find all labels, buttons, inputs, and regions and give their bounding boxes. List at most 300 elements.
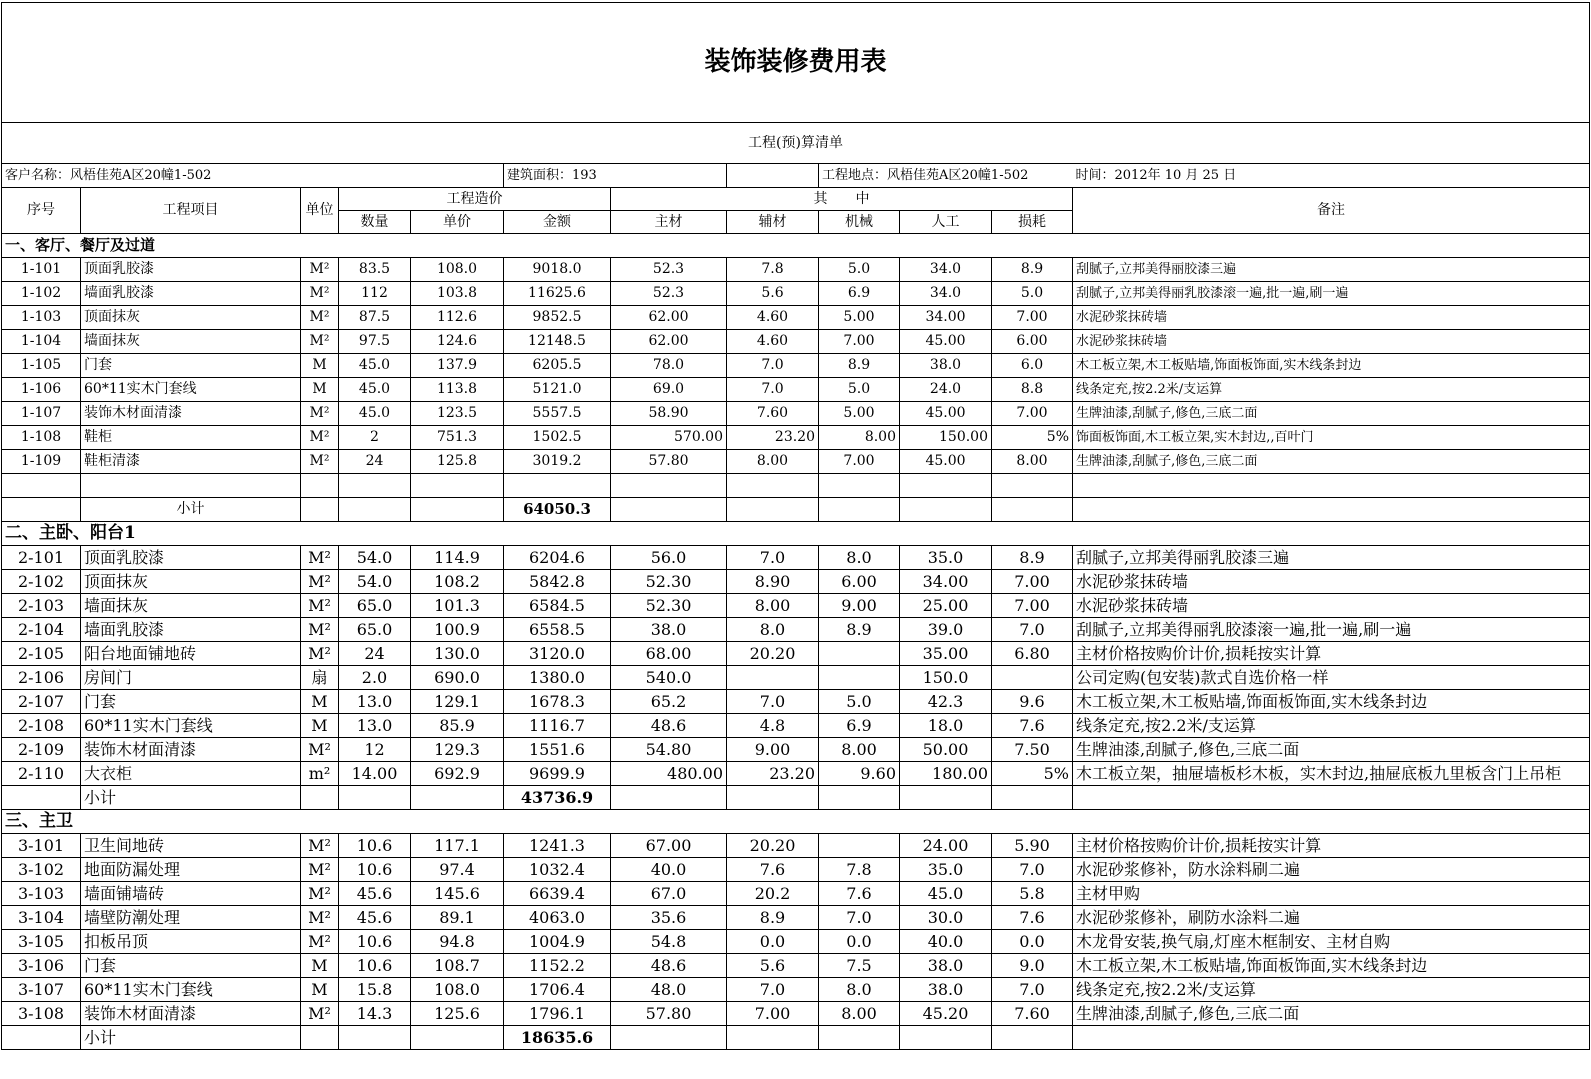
table-row	[2, 594, 1590, 618]
table-row	[2, 930, 1590, 954]
subtotal-blank	[727, 498, 819, 522]
cell-aux: 7.8	[727, 258, 819, 282]
cell-amount: 1032.4	[504, 858, 611, 882]
cell-aux: 7.0	[727, 378, 819, 402]
cell-qty: 10.6	[339, 930, 411, 954]
cell-item: 装饰木材面清漆	[81, 1002, 301, 1026]
cell-price: 97.4	[411, 858, 504, 882]
cell-loss: 5.90	[992, 834, 1073, 858]
cell-price: 123.5	[411, 402, 504, 426]
cell-seq: 2-109	[2, 738, 81, 762]
cell-price: 108.0	[411, 258, 504, 282]
cell-price: 89.1	[411, 906, 504, 930]
cell-main: 38.0	[611, 618, 727, 642]
subtotal-row	[2, 786, 1590, 810]
cell-item: 阳台地面铺地砖	[81, 642, 301, 666]
cell-item: 墙壁防潮处理	[81, 906, 301, 930]
subtotal-blank	[301, 1026, 339, 1050]
table-row	[2, 354, 1590, 378]
cell-loss: 8.8	[992, 378, 1073, 402]
cell-amount: 1796.1	[504, 1002, 611, 1026]
cell-main: 540.0	[611, 666, 727, 690]
cell-mach: 5.0	[819, 378, 900, 402]
cell-mach: 8.0	[819, 978, 900, 1002]
cell-item: 装饰木材面清漆	[81, 738, 301, 762]
cell-qty: 45.6	[339, 882, 411, 906]
cell-remark: 水泥砂浆抹砖墙	[1073, 594, 1590, 618]
header-seq: 序号	[2, 188, 81, 234]
cell-qty: 12	[339, 738, 411, 762]
table-row	[2, 690, 1590, 714]
cell-labor: 42.3	[900, 690, 992, 714]
cell-remark: 水泥砂浆修补，防水涂料刷二遍	[1073, 858, 1590, 882]
cell-item: 大衣柜	[81, 762, 301, 786]
cell-remark: 木工板立架，抽屉墙板杉木板，实木封边,抽屉底板九里板含门上吊柜	[1073, 762, 1590, 786]
header-labor: 人工	[900, 211, 992, 234]
cell-labor: 150.00	[900, 426, 992, 450]
cell-unit: 扇	[301, 666, 339, 690]
subtotal-blank	[992, 786, 1073, 810]
cell-mach: 7.5	[819, 954, 900, 978]
cell-loss: 7.00	[992, 402, 1073, 426]
cell-qty: 14.00	[339, 762, 411, 786]
cell-loss: 7.60	[992, 1002, 1073, 1026]
cell-remark: 生牌油漆,刮腻子,修色,三底二面	[1073, 1002, 1590, 1026]
cell-remark: 水泥砂浆修补，刷防水涂料二遍	[1073, 906, 1590, 930]
cell-qty: 15.8	[339, 978, 411, 1002]
table-row	[2, 1002, 1590, 1026]
cell-loss: 7.0	[992, 858, 1073, 882]
cell-aux: 7.0	[727, 354, 819, 378]
cell-mach: 8.00	[819, 426, 900, 450]
table-row	[2, 282, 1590, 306]
cell-item: 装饰木材面清漆	[81, 402, 301, 426]
cell-price: 692.9	[411, 762, 504, 786]
cell-main: 56.0	[611, 546, 727, 570]
table-row	[2, 474, 1590, 498]
cell-mach: 8.00	[819, 1002, 900, 1026]
subtotal-blank	[339, 498, 411, 522]
cell-loss: 0.0	[992, 930, 1073, 954]
cell-item: 60*11实木门套线	[81, 378, 301, 402]
cell-seq: 1-102	[2, 282, 81, 306]
cell-unit: M²	[301, 570, 339, 594]
cell-mach	[819, 834, 900, 858]
cell-remark: 木龙骨安装,换气扇,灯座木框制安、主材自购	[1073, 930, 1590, 954]
cell-item: 顶面乳胶漆	[81, 546, 301, 570]
cell-seq: 2-106	[2, 666, 81, 690]
cell-item: 墙面抹灰	[81, 594, 301, 618]
cell-seq: 2-103	[2, 594, 81, 618]
cell-amount: 1004.9	[504, 930, 611, 954]
table-row	[2, 546, 1590, 570]
cell-amount: 5557.5	[504, 402, 611, 426]
cell-item: 顶面乳胶漆	[81, 258, 301, 282]
cell-amount: 1706.4	[504, 978, 611, 1002]
subtotal-label: 小计	[81, 786, 301, 810]
cell-unit: M²	[301, 858, 339, 882]
cell-qty: 87.5	[339, 306, 411, 330]
cell-main: 48.6	[611, 954, 727, 978]
subtotal-blank	[411, 786, 504, 810]
cell-item: 鞋柜清漆	[81, 450, 301, 474]
cell-mach	[819, 666, 900, 690]
cell-qty: 10.6	[339, 834, 411, 858]
cell-item: 房间门	[81, 666, 301, 690]
cell-labor: 45.00	[900, 330, 992, 354]
section-title: 二、主卧、阳台1	[2, 522, 1590, 546]
cell-aux: 7.0	[727, 978, 819, 1002]
cell-labor: 40.0	[900, 930, 992, 954]
cell-unit: M²	[301, 546, 339, 570]
cell-main: 52.3	[611, 282, 727, 306]
cell-unit: M²	[301, 642, 339, 666]
subtotal-blank	[1073, 498, 1590, 522]
cell-price: 101.3	[411, 594, 504, 618]
info-blank	[727, 164, 819, 188]
cell-labor: 35.00	[900, 642, 992, 666]
header-unit: 单位	[301, 188, 339, 234]
cell-loss: 5%	[992, 426, 1073, 450]
cell-remark: 刮腻子,立邦美得丽乳胶漆三遍	[1073, 546, 1590, 570]
cell-aux: 8.9	[727, 906, 819, 930]
cell-mach: 0.0	[819, 930, 900, 954]
cell-unit: M²	[301, 402, 339, 426]
cell-labor: 18.0	[900, 714, 992, 738]
cell-aux: 7.00	[727, 1002, 819, 1026]
cell-labor: 38.0	[900, 978, 992, 1002]
cell-qty: 14.3	[339, 1002, 411, 1026]
cell-qty: 45.0	[339, 402, 411, 426]
cell-labor: 34.00	[900, 306, 992, 330]
cell-loss: 7.50	[992, 738, 1073, 762]
cell-seq: 2-107	[2, 690, 81, 714]
cell-loss: 7.6	[992, 714, 1073, 738]
section-header-row	[2, 810, 1590, 834]
cell-labor	[900, 474, 992, 498]
cell-seq: 3-103	[2, 882, 81, 906]
cell-amount: 6639.4	[504, 882, 611, 906]
table-row	[2, 258, 1590, 282]
cell-seq	[2, 474, 81, 498]
cell-amount: 5121.0	[504, 378, 611, 402]
subtotal-label: 小计	[81, 498, 301, 522]
cell-seq: 3-107	[2, 978, 81, 1002]
cell-item: 墙面乳胶漆	[81, 282, 301, 306]
cell-main: 35.6	[611, 906, 727, 930]
cell-item: 墙面抹灰	[81, 330, 301, 354]
subtotal-row	[2, 1026, 1590, 1050]
cell-qty: 112	[339, 282, 411, 306]
cell-unit: M²	[301, 738, 339, 762]
cell-amount: 9018.0	[504, 258, 611, 282]
cell-unit: M²	[301, 930, 339, 954]
cell-amount: 1241.3	[504, 834, 611, 858]
table-row	[2, 834, 1590, 858]
subtotal-blank	[992, 1026, 1073, 1050]
cell-price: 108.7	[411, 954, 504, 978]
cell-amount	[504, 474, 611, 498]
cell-qty: 2.0	[339, 666, 411, 690]
cell-main: 48.0	[611, 978, 727, 1002]
cell-remark: 主材甲购	[1073, 882, 1590, 906]
cell-item: 顶面抹灰	[81, 306, 301, 330]
table-row	[2, 858, 1590, 882]
cell-seq: 1-104	[2, 330, 81, 354]
cell-loss: 8.9	[992, 258, 1073, 282]
table-row	[2, 882, 1590, 906]
cell-mach: 6.9	[819, 714, 900, 738]
cell-amount: 3120.0	[504, 642, 611, 666]
cell-unit: M²	[301, 426, 339, 450]
cell-qty: 65.0	[339, 594, 411, 618]
subtotal-blank	[900, 498, 992, 522]
table-row	[2, 738, 1590, 762]
header-qty: 数量	[339, 211, 411, 234]
table-row	[2, 714, 1590, 738]
subtotal-blank	[900, 786, 992, 810]
cell-qty: 83.5	[339, 258, 411, 282]
cell-loss: 8.00	[992, 450, 1073, 474]
cell-seq: 1-107	[2, 402, 81, 426]
cell-seq: 1-109	[2, 450, 81, 474]
cell-qty: 97.5	[339, 330, 411, 354]
cell-price: 751.3	[411, 426, 504, 450]
cell-item: 60*11实木门套线	[81, 714, 301, 738]
cell-unit: M	[301, 954, 339, 978]
cell-seq: 1-103	[2, 306, 81, 330]
cell-unit: M²	[301, 834, 339, 858]
cell-aux: 4.8	[727, 714, 819, 738]
cell-remark: 刮腻子,立邦美得丽乳胶漆滚一遍,批一遍,刷一遍	[1073, 618, 1590, 642]
cell-aux: 4.60	[727, 306, 819, 330]
cell-loss: 8.9	[992, 546, 1073, 570]
cell-price: 145.6	[411, 882, 504, 906]
subtotal-blank	[611, 786, 727, 810]
cell-amount: 1502.5	[504, 426, 611, 450]
cell-labor: 45.00	[900, 450, 992, 474]
cell-unit: M²	[301, 618, 339, 642]
cell-qty: 45.6	[339, 906, 411, 930]
cell-unit: M²	[301, 594, 339, 618]
cell-mach: 5.00	[819, 402, 900, 426]
cell-mach: 8.0	[819, 546, 900, 570]
header-price: 单价	[411, 211, 504, 234]
cell-remark: 生牌油漆,刮腻子,修色,三底二面	[1073, 450, 1590, 474]
cell-unit: M²	[301, 1002, 339, 1026]
subtotal-blank	[1073, 1026, 1590, 1050]
table-row	[2, 642, 1590, 666]
cell-item: 墙面乳胶漆	[81, 618, 301, 642]
subtotal-blank	[727, 786, 819, 810]
subtotal-label: 小计	[81, 1026, 301, 1050]
cell-item: 门套	[81, 354, 301, 378]
subtotal-blank	[301, 498, 339, 522]
header-amount: 金额	[504, 211, 611, 234]
subtotal-blank	[301, 786, 339, 810]
subtotal-blank	[900, 1026, 992, 1050]
cell-aux: 23.20	[727, 426, 819, 450]
cell-seq: 1-101	[2, 258, 81, 282]
cell-amount: 6205.5	[504, 354, 611, 378]
customer-name: 客户名称：风梧佳苑A区20幢1-502	[2, 164, 504, 188]
cell-price: 108.0	[411, 978, 504, 1002]
cell-main: 62.00	[611, 330, 727, 354]
cell-mach	[819, 642, 900, 666]
cell-aux	[727, 666, 819, 690]
cell-loss: 6.80	[992, 642, 1073, 666]
cell-item: 鞋柜	[81, 426, 301, 450]
cell-main: 52.30	[611, 594, 727, 618]
cell-loss: 5.0	[992, 282, 1073, 306]
cell-item: 门套	[81, 954, 301, 978]
cell-labor: 30.0	[900, 906, 992, 930]
cell-remark: 线条定充,按2.2米/支运算	[1073, 378, 1590, 402]
cell-loss: 5.8	[992, 882, 1073, 906]
cell-remark: 主材价格按购价计价,损耗按实计算	[1073, 642, 1590, 666]
cell-remark: 水泥砂浆抹砖墙	[1073, 306, 1590, 330]
cell-qty: 2	[339, 426, 411, 450]
cell-price: 103.8	[411, 282, 504, 306]
subtotal-blank	[992, 498, 1073, 522]
cell-qty: 45.0	[339, 354, 411, 378]
table-row	[2, 762, 1590, 786]
cell-unit: M²	[301, 258, 339, 282]
cell-item: 扣板吊顶	[81, 930, 301, 954]
cell-labor: 34.00	[900, 570, 992, 594]
sheet-subtitle: 工程(预)算清单	[2, 123, 1590, 164]
cell-seq: 3-104	[2, 906, 81, 930]
cell-remark: 木工板立架,木工板贴墙,饰面板饰面,实木线条封边	[1073, 954, 1590, 978]
cell-loss: 7.00	[992, 594, 1073, 618]
table-row	[2, 450, 1590, 474]
table-row	[2, 978, 1590, 1002]
subtotal-blank	[411, 1026, 504, 1050]
cell-aux: 8.0	[727, 618, 819, 642]
cell-remark	[1073, 474, 1590, 498]
cell-seq: 2-105	[2, 642, 81, 666]
cell-main: 67.0	[611, 882, 727, 906]
table-row	[2, 306, 1590, 330]
cell-seq: 3-108	[2, 1002, 81, 1026]
cell-labor: 35.0	[900, 858, 992, 882]
cell-amount: 4063.0	[504, 906, 611, 930]
header-remark: 备注	[1073, 188, 1590, 234]
cell-aux: 8.90	[727, 570, 819, 594]
cell-price: 108.2	[411, 570, 504, 594]
cell-aux	[727, 474, 819, 498]
cell-seq: 2-101	[2, 546, 81, 570]
cell-unit: M²	[301, 330, 339, 354]
cell-item: 卫生间地砖	[81, 834, 301, 858]
cell-price: 85.9	[411, 714, 504, 738]
subtotal-blank	[819, 786, 900, 810]
cell-mach: 9.00	[819, 594, 900, 618]
cell-unit: M	[301, 714, 339, 738]
cell-price: 112.6	[411, 306, 504, 330]
cell-item: 地面防漏处理	[81, 858, 301, 882]
cell-remark: 饰面板饰面,木工板立架,实木封边,,百叶门	[1073, 426, 1590, 450]
cell-unit: M²	[301, 306, 339, 330]
subtotal-blank	[727, 1026, 819, 1050]
cell-unit: M²	[301, 282, 339, 306]
cell-main: 69.0	[611, 378, 727, 402]
cell-main	[611, 474, 727, 498]
cell-mach	[819, 474, 900, 498]
cell-main: 57.80	[611, 1002, 727, 1026]
cell-remark: 刮腻子,立邦美得丽胶漆三遍	[1073, 258, 1590, 282]
subtotal-blank	[2, 498, 81, 522]
cell-price: 125.8	[411, 450, 504, 474]
cell-main: 570.00	[611, 426, 727, 450]
cell-main: 52.30	[611, 570, 727, 594]
cell-qty: 65.0	[339, 618, 411, 642]
cell-price: 125.6	[411, 1002, 504, 1026]
header-cost: 工程造价	[339, 188, 611, 211]
cell-seq: 1-108	[2, 426, 81, 450]
cell-seq: 3-101	[2, 834, 81, 858]
cell-aux: 9.00	[727, 738, 819, 762]
cell-qty: 24	[339, 450, 411, 474]
cell-unit: M	[301, 978, 339, 1002]
cell-aux: 4.60	[727, 330, 819, 354]
cell-amount: 6204.6	[504, 546, 611, 570]
cell-amount: 11625.6	[504, 282, 611, 306]
cell-labor: 45.00	[900, 402, 992, 426]
cell-loss: 7.00	[992, 570, 1073, 594]
building-area: 建筑面积：193	[504, 164, 727, 188]
cell-loss: 6.0	[992, 354, 1073, 378]
subtotal-blank	[2, 786, 81, 810]
cost-table	[1, 2, 1590, 1050]
cell-amount: 1380.0	[504, 666, 611, 690]
cell-main: 57.80	[611, 450, 727, 474]
cell-main: 54.80	[611, 738, 727, 762]
header-item: 工程项目	[81, 188, 301, 234]
table-row	[2, 954, 1590, 978]
cell-mach: 7.00	[819, 330, 900, 354]
cell-labor: 39.0	[900, 618, 992, 642]
cell-price: 114.9	[411, 546, 504, 570]
cell-aux: 5.6	[727, 282, 819, 306]
cell-mach: 5.0	[819, 258, 900, 282]
cell-item: 顶面抹灰	[81, 570, 301, 594]
cell-loss: 9.0	[992, 954, 1073, 978]
cell-item: 墙面铺墙砖	[81, 882, 301, 906]
cell-main: 40.0	[611, 858, 727, 882]
cell-seq: 2-104	[2, 618, 81, 642]
cell-labor: 38.0	[900, 354, 992, 378]
cell-seq: 2-102	[2, 570, 81, 594]
cell-labor: 45.20	[900, 1002, 992, 1026]
cell-seq: 3-106	[2, 954, 81, 978]
cell-labor: 35.0	[900, 546, 992, 570]
cell-aux: 7.60	[727, 402, 819, 426]
cell-aux: 7.6	[727, 858, 819, 882]
cell-remark: 水泥砂浆抹砖墙	[1073, 330, 1590, 354]
table-row	[2, 618, 1590, 642]
section-title: 一、客厅、餐厅及过道	[2, 234, 1590, 258]
cell-aux: 23.20	[727, 762, 819, 786]
cell-seq: 1-106	[2, 378, 81, 402]
cell-price: 129.3	[411, 738, 504, 762]
cell-mach: 5.0	[819, 690, 900, 714]
cell-item	[81, 474, 301, 498]
table-row	[2, 330, 1590, 354]
cell-aux: 8.00	[727, 594, 819, 618]
cell-price: 113.8	[411, 378, 504, 402]
cell-amount: 9699.9	[504, 762, 611, 786]
